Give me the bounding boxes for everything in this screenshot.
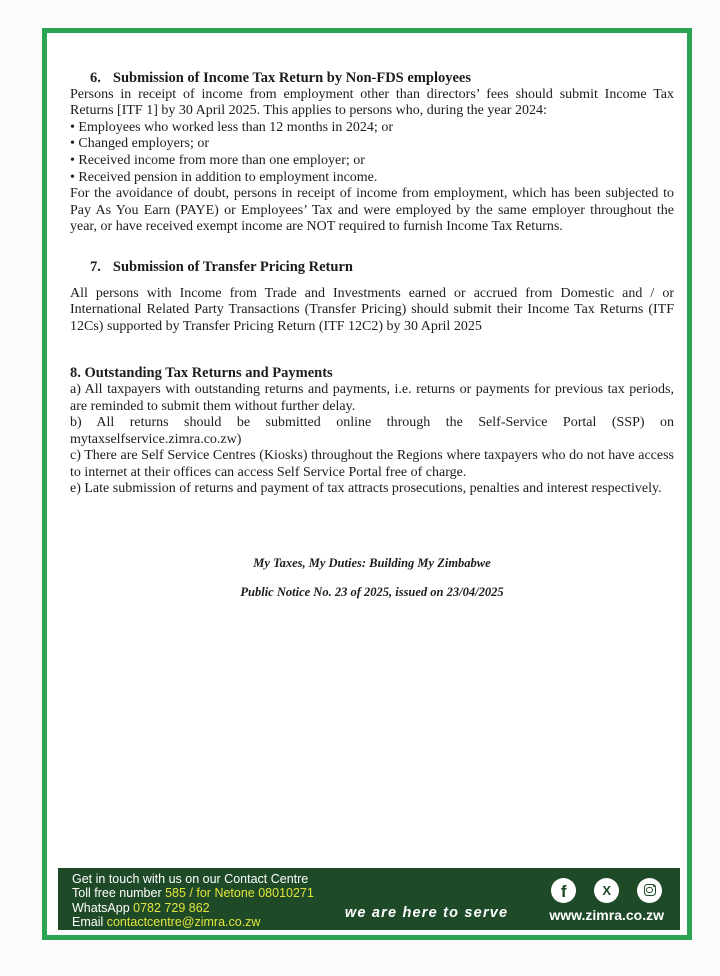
section-6-intro: Persons in receipt of income from employment other than directors’ fees should submit Income Tax Returns [ITF 1] by 30 April 2025. This applies to persons who, during the year 2024: [70, 86, 674, 119]
tagline-container [314, 868, 540, 930]
email-address[interactable]: contactcentre@zimra.co.zw [106, 915, 261, 930]
website-url[interactable]: www.zimra.co.zw [549, 906, 664, 923]
instagram-icon[interactable] [637, 878, 662, 903]
bullet-item: • Employees who worked less than 12 months in 2024; or [70, 119, 393, 135]
x-glyph: X [602, 882, 612, 898]
whatsapp-number: 0782 729 862 [133, 900, 210, 915]
contact-footer-banner [58, 868, 680, 930]
toll-free-number: 585 / for Netone 08010271 [165, 886, 314, 901]
service-tagline: we are here to serve [344, 905, 509, 921]
section-6-title: Submission of Income Tax Return by Non-FDS employees [112, 70, 471, 86]
section-7-body: All persons with Income from Trade and Investments earned or accrued from Domestic and / or International Related Party Transactions (Transfer Pricing) should submit their Income Tax Returns (ITF 12Cs) supported by Transfer Pricing Return (ITF 12C2) by 30 April 2025 [70, 285, 674, 334]
facebook-icon[interactable] [551, 878, 576, 903]
instagram-glyph [644, 884, 656, 896]
bullet-item: • Received pension in addition to employment income. [70, 169, 378, 185]
facebook-glyph: f [560, 882, 567, 901]
bullet-item: • Received income from more than one employer; or [70, 152, 365, 168]
social-icons-row [551, 878, 662, 903]
toll-free-label: Toll free number [72, 886, 166, 901]
notice-reference-line: Public Notice No. 23 of 2025, issued on 23/04/2025 [240, 585, 504, 600]
section-6-heading [90, 70, 674, 87]
whatsapp-label: WhatsApp [72, 900, 134, 915]
section-7-number: 7. [90, 258, 101, 275]
section-8-item-a: a) All taxpayers with outstanding returns and payments, i.e. returns or payments for previous tax periods, are reminded to submit them without further delay. [70, 381, 674, 414]
contact-details [58, 868, 314, 930]
email-label: Email [72, 915, 107, 930]
whatsapp-line [72, 901, 314, 915]
email-line [72, 915, 314, 929]
section-6-avoidance: For the avoidance of doubt, persons in receipt of income from employment, which has been subjected to Pay As You Earn (PAYE) or Employees’ Tax and were employed by the same employer throughout the year, or have received exempt income are NOT required to furnish Income Tax Returns. [70, 186, 674, 235]
contact-centre-line: Get in touch with us on our Contact Centre [72, 872, 309, 886]
section-8-item-e: e) Late submission of returns and payment of tax attracts prosecutions, penalties and interest respectively. [70, 481, 662, 497]
section-8-item-b: b) All returns should be submitted online through the Self-Service Portal (SSP) on mytaxselfservice.zimra.co.zw) [70, 415, 674, 447]
notice-body [70, 70, 674, 600]
x-icon[interactable] [594, 878, 619, 903]
page-frame [42, 28, 692, 940]
section-6-number: 6. [90, 70, 101, 86]
motto-line: My Taxes, My Duties: Building My Zimbabwe [253, 556, 491, 571]
section-7-heading [90, 259, 674, 276]
tagline-block [70, 556, 674, 600]
section-8-heading: 8. Outstanding Tax Returns and Payments [70, 365, 333, 382]
bullet-item: • Changed employers; or [70, 136, 210, 152]
social-and-website [539, 868, 680, 930]
section-8-item-c: c) There are Self Service Centres (Kiosks) throughout the Regions where taxpayers who do not have access to internet at their offices can access Self Service Portal free of charge. [70, 448, 674, 480]
section-7-title: Submission of Transfer Pricing Return [112, 258, 353, 275]
toll-free-line [72, 886, 314, 900]
